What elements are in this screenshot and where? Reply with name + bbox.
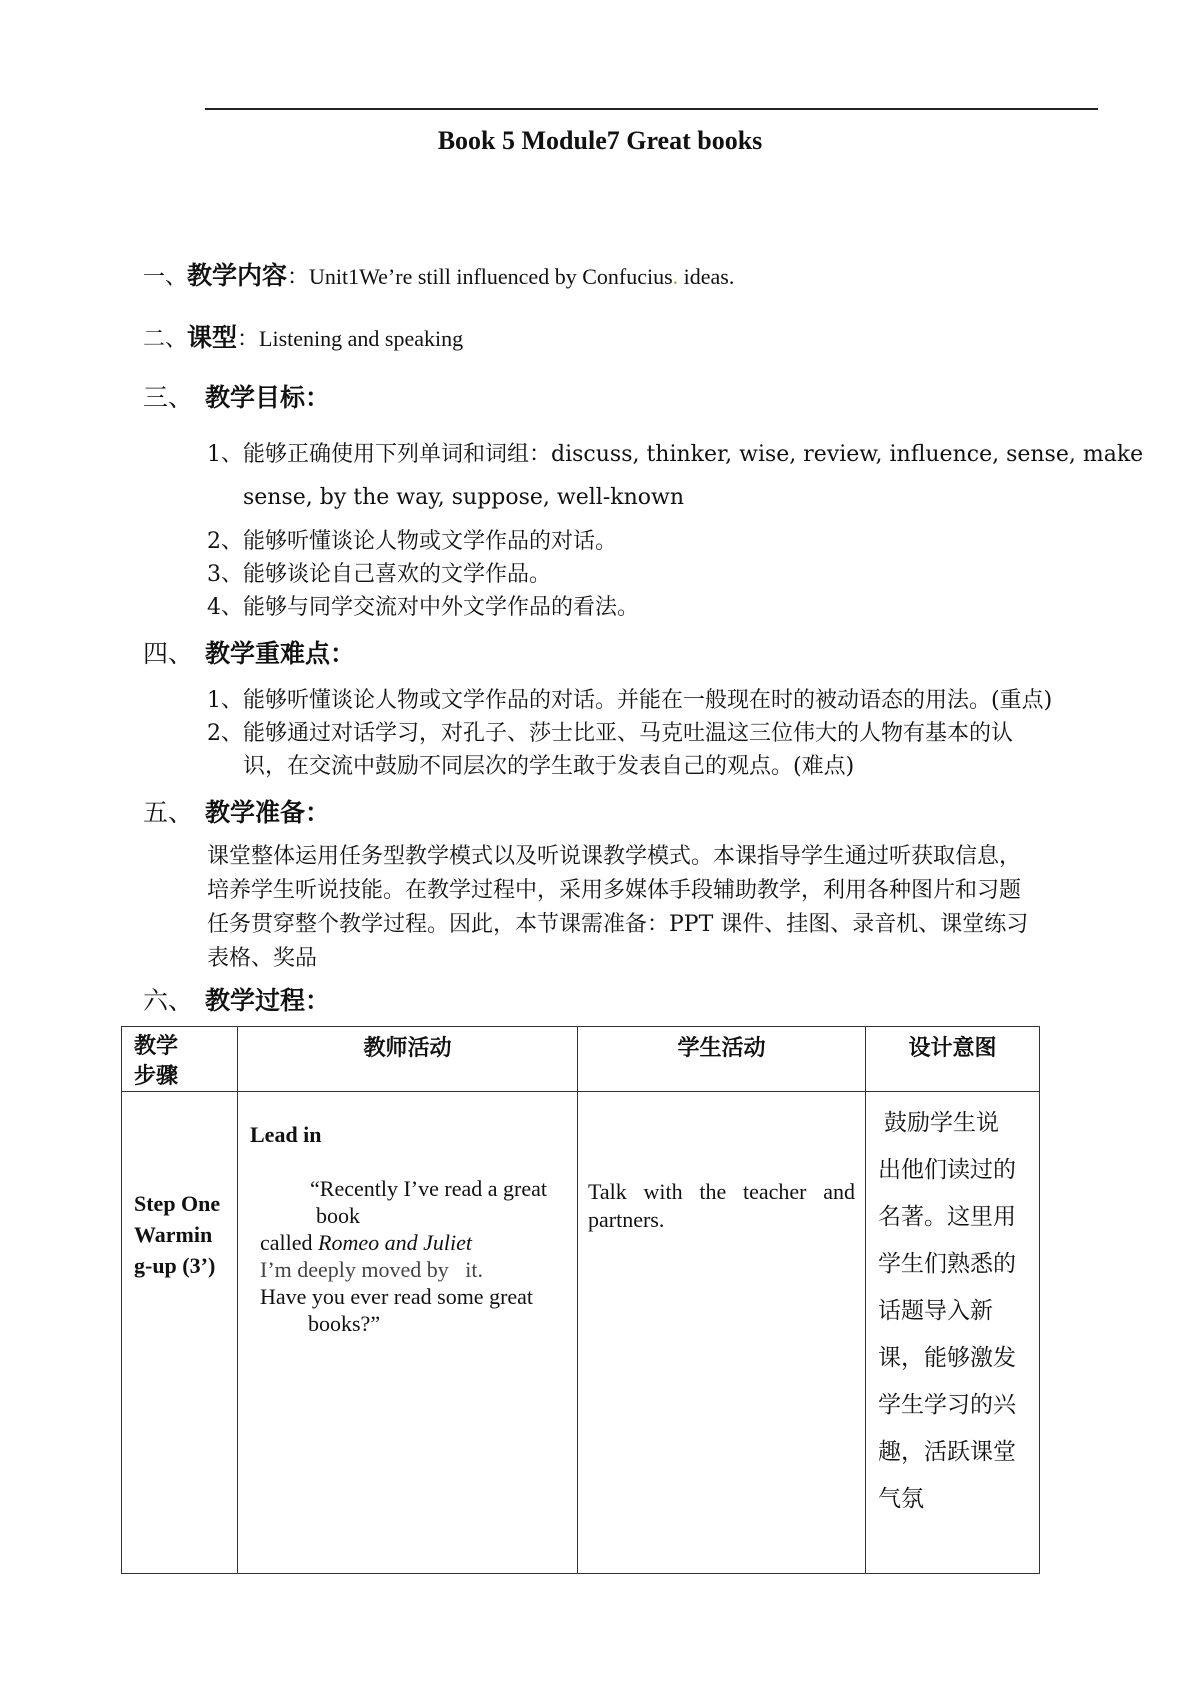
section-1: 一、教学内容：Unit1We’re still influenced by Confucius. ideas. bbox=[143, 261, 735, 290]
key-point-1: 1、能够听懂谈论人物或文学作品的对话。并能在一般现在时的被动语态的用法。(重点) bbox=[207, 688, 1053, 713]
step-cell: Step One Warmin g-up (3’) bbox=[122, 1092, 238, 1574]
book-title: Romeo and Juliet bbox=[318, 1230, 472, 1255]
header-teacher-activity: 教师活动 bbox=[238, 1027, 578, 1092]
preparation-line: 任务贯穿整个教学过程。因此，本节课需准备：PPT 课件、挂图、录音机、课堂练习 bbox=[207, 912, 1029, 937]
section-6-heading: 六、 教学过程： bbox=[143, 986, 331, 1015]
document-title: Book 5 Module7 Great books bbox=[437, 126, 763, 155]
section-2-label: 课型 bbox=[187, 323, 238, 352]
lead-in-title: Lead in bbox=[250, 1122, 322, 1147]
preparation-paragraph bbox=[207, 840, 1097, 976]
key-point-2-line-1: 2、能够通过对话学习，对孔子、莎士比亚、马克吐温这三位伟大的人物有基本的认 bbox=[207, 721, 1013, 746]
preparation-line: 培养学生听说技能。在教学过程中，采用多媒体手段辅助教学，利用各种图片和习题 bbox=[207, 878, 1022, 903]
preparation-line: 表格、奖品 bbox=[207, 946, 318, 971]
section-2: 二、课型：Listening and speaking bbox=[143, 323, 464, 352]
section-1-text: Unit1We’re still influenced by Confucius bbox=[309, 264, 673, 289]
section-2-text: Listening and speaking bbox=[259, 326, 464, 351]
student-activity-cell: Talk with the teacher and partners. bbox=[578, 1092, 866, 1574]
section-2-number: 二、 bbox=[143, 327, 188, 352]
section-4-heading: 四、 教学重难点： bbox=[143, 639, 356, 668]
key-point-2-line-2: 识，在交流中鼓励不同层次的学生敢于发表自己的观点。(难点) bbox=[243, 754, 855, 779]
goal-2: 2、能够听懂谈论人物或文学作品的对话。 bbox=[207, 529, 617, 554]
section-3-heading: 三、 教学目标： bbox=[143, 383, 331, 412]
header-design-intent: 设计意图 bbox=[866, 1027, 1040, 1092]
table-row bbox=[122, 1092, 1040, 1574]
header-step: 教学 步骤 bbox=[122, 1027, 238, 1092]
preparation-line: 课堂整体运用任务型教学模式以及听说课教学模式。本课指导学生通过听获取信息， bbox=[207, 844, 1022, 869]
design-intent-cell: 鼓励学生说 出他们读过的 名著。这里用 学生们熟悉的 话题导入新 课，能够激发 学生学习的兴 趣，活跃课堂 气氛 bbox=[866, 1092, 1040, 1574]
table-header-row bbox=[122, 1027, 1040, 1092]
teacher-activity-cell: Lead in “Recently I’ve read a great book called Romeo and Juliet I’m deeply moved by it. Have you ever read some great books?” bbox=[238, 1092, 578, 1574]
goal-1-line-1: 1、能够正确使用下列单词和词组：discuss, thinker, wise, review, influence, sense, make bbox=[207, 442, 1144, 467]
section-5-heading: 五、 教学准备： bbox=[143, 798, 331, 827]
header-student-activity: 学生活动 bbox=[578, 1027, 866, 1092]
header-rule bbox=[205, 108, 1098, 110]
section-1-number: 一、 bbox=[143, 265, 188, 290]
section-1-label: 教学内容 bbox=[187, 261, 288, 290]
goal-3: 3、能够谈论自己喜欢的文学作品。 bbox=[207, 562, 551, 587]
goal-1-line-2: sense, by the way, suppose, well-known bbox=[243, 485, 685, 510]
teaching-process-table bbox=[121, 1026, 1040, 1574]
goal-4: 4、能够与同学交流对中外文学作品的看法。 bbox=[207, 595, 639, 620]
